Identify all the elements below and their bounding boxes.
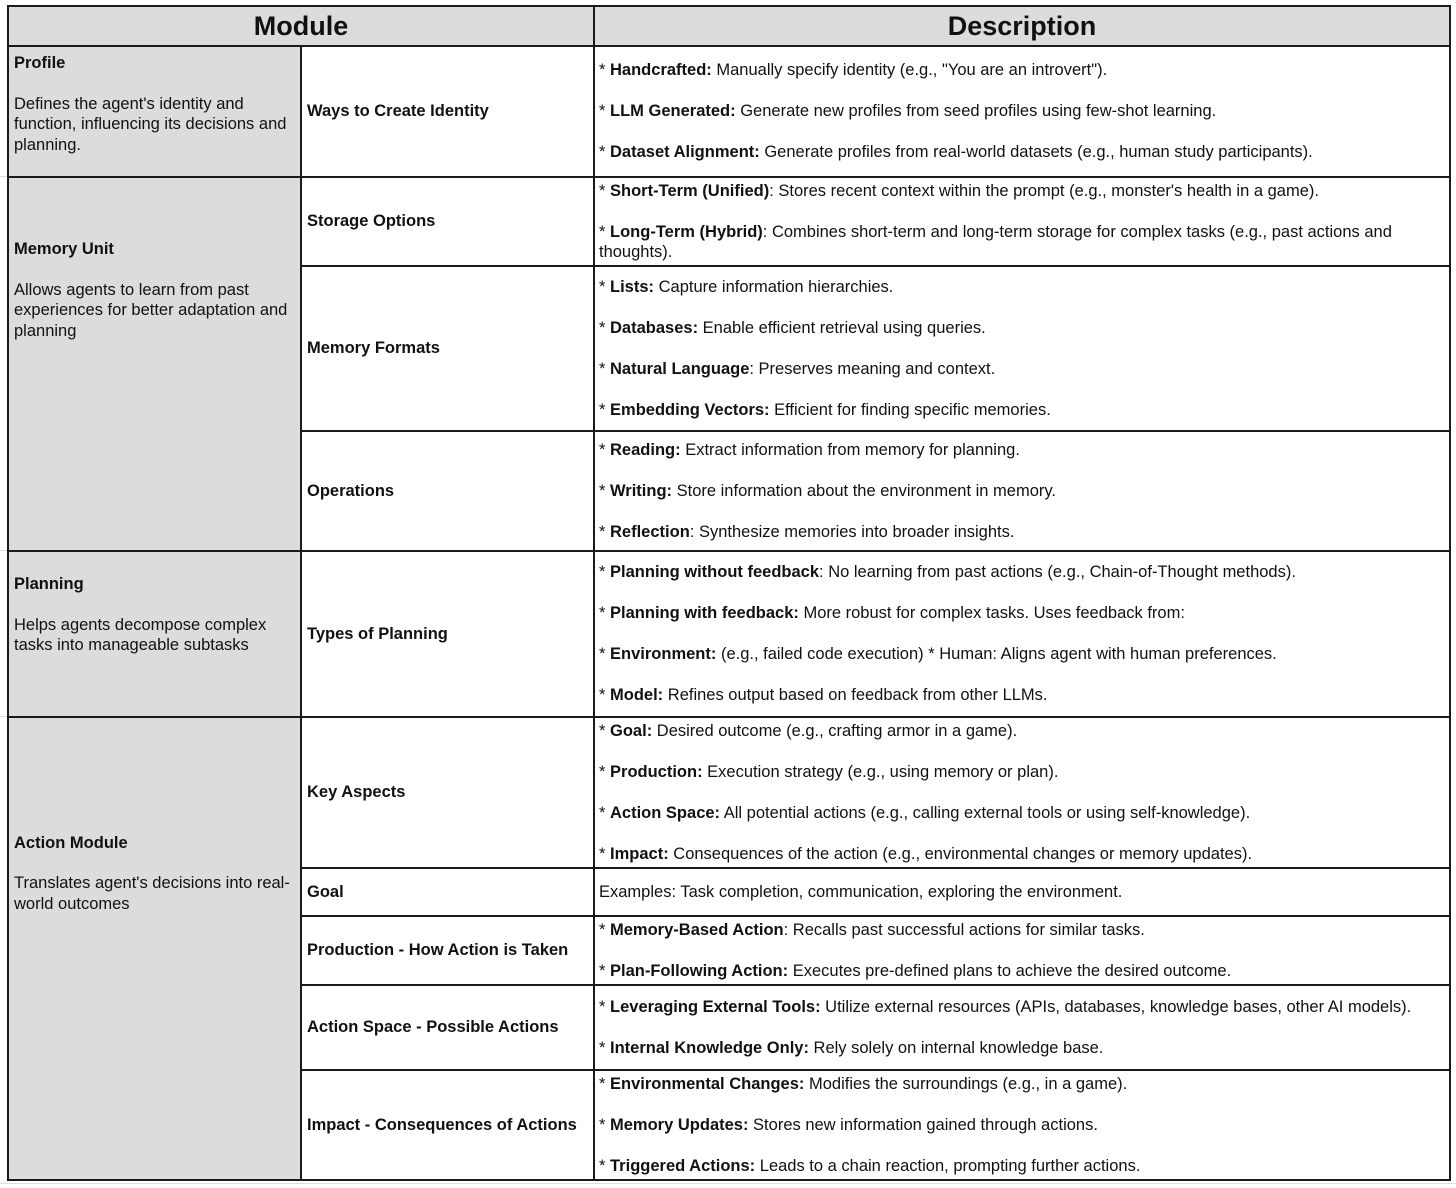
item-term: Triggered Actions: [610,1156,756,1175]
item-term: Memory Updates: [610,1115,749,1134]
description-item: * Internal Knowledge Only: Rely solely on internal knowledge base. [599,1038,1104,1057]
module-cell-memory [8,177,301,551]
module-description: Translates agent's decisions into real-world outcomes [14,874,290,913]
item-term: Plan-Following Action: [610,961,789,980]
module-description: Defines the agent's identity and function, influencing its decisions and planning. [14,94,287,154]
description-item: * Dataset Alignment: Generate profiles from real-world datasets (e.g., human study participants). [599,143,1313,162]
item-term: Lists: [610,277,655,296]
table-row [8,46,1450,177]
description-item: * Impact: Consequences of the action (e.g., environmental changes or memory updates). [599,844,1253,863]
description-item: * Memory Updates: Stores new information gained through actions. [599,1115,1098,1134]
submodule-label: Goal [301,868,594,916]
item-term: Dataset Alignment: [610,143,760,162]
item-text: : Recalls past successful actions for similar tasks. [783,920,1145,939]
item-text: Store information about the environment in memory. [672,481,1056,500]
description-item: * Plan-Following Action: Executes pre-defined plans to achieve the desired outcome. [599,961,1232,980]
item-text: Utilize external resources (APIs, databases, knowledge bases, other AI models). [820,997,1412,1016]
item-text: Efficient for finding specific memories. [769,400,1051,419]
description-item: * Memory-Based Action: Recalls past successful actions for similar tasks. [599,920,1145,939]
description-cell [594,266,1450,431]
item-text: (e.g., failed code execution) * Human: Aligns agent with human preferences. [716,645,1277,664]
submodule-label: Impact - Consequences of Actions [301,1070,594,1180]
module-description: Helps agents decompose complex tasks into manageable subtasks [14,615,267,654]
item-term: Handcrafted: [610,61,712,80]
item-text: Desired outcome (e.g., crafting armor in a game). [652,721,1018,740]
description-cell: Examples: Task completion, communication, exploring the environment. [594,868,1450,916]
module-title: Planning [14,575,84,593]
item-term: Production: [610,762,703,781]
description-item: * Natural Language: Preserves meaning and context. [599,359,996,378]
module-description: Allows agents to learn from past experiences for better adaptation and planning [14,280,288,340]
description-item: * Triggered Actions: Leads to a chain reaction, prompting further actions. [599,1156,1141,1175]
submodule-label: Action Space - Possible Actions [301,985,594,1070]
description-item: * Planning without feedback: No learning from past actions (e.g., Chain-of-Thought methods). [599,563,1296,582]
submodule-label: Operations [301,431,594,551]
item-text: : No learning from past actions (e.g., Chain-of-Thought methods). [819,563,1296,582]
description-item: * Model: Refines output based on feedback from other LLMs. [599,686,1048,705]
description-item: * Goal: Desired outcome (e.g., crafting armor in a game). [599,721,1018,740]
module-cell-profile [8,46,301,177]
item-text: : Combines short-term and long-term storage for complex tasks (e.g., past actions and thoughts). [599,222,1392,261]
description-item: * Action Space: All potential actions (e.g., calling external tools or using self-knowledge). [599,803,1251,822]
item-text: All potential actions (e.g., calling external tools or using self-knowledge). [720,803,1251,822]
description-item: * Production: Execution strategy (e.g., using memory or plan). [599,762,1059,781]
item-term: Impact: [610,844,669,863]
description-item: * Handcrafted: Manually specify identity (e.g., "You are an introvert"). [599,61,1108,80]
item-term: Long-Term (Hybrid) [610,222,763,241]
description-header: Description [594,6,1450,46]
item-text: Execution strategy (e.g., using memory or plan). [702,762,1059,781]
description-item: * Environment: (e.g., failed code execution) * Human: Aligns agent with human preferences. [599,645,1277,664]
item-text: Enable efficient retrieval using queries. [698,318,986,337]
submodule-label: Key Aspects [301,717,594,868]
description-item: * Environmental Changes: Modifies the surroundings (e.g., in a game). [599,1074,1128,1093]
module-cell-action [8,717,301,1180]
table-row [8,551,1450,717]
description-item: * Reading: Extract information from memory for planning. [599,440,1020,459]
item-text: Generate new profiles from seed profiles using few-shot learning. [735,102,1217,121]
item-text: Refines output based on feedback from other LLMs. [663,686,1048,705]
item-term: Action Space: [610,803,721,822]
description-item: * Databases: Enable efficient retrieval using queries. [599,318,986,337]
submodule-label: Ways to Create Identity [301,46,594,177]
description-item: * Long-Term (Hybrid): Combines short-term and long-term storage for complex tasks (e.g., past actions and thoughts). [599,222,1392,261]
item-text: : Stores recent context within the prompt (e.g., monster's health in a game). [769,181,1319,200]
item-text: : Synthesize memories into broader insights. [689,522,1015,541]
module-title: Memory Unit [14,240,114,258]
item-term: Short-Term (Unified) [610,181,770,200]
item-text: Executes pre-defined plans to achieve the desired outcome. [788,961,1232,980]
item-text: : Preserves meaning and context. [749,359,996,378]
module-title: Action Module [14,833,128,852]
submodule-label: Production - How Action is Taken [301,916,594,985]
table-row [8,177,1450,266]
description-item: * Reflection: Synthesize memories into broader insights. [599,522,1015,541]
item-text: Rely solely on internal knowledge base. [808,1038,1104,1057]
submodule-label: Storage Options [301,177,594,266]
description-cell [594,1070,1450,1180]
item-term: Embedding Vectors: [610,400,770,419]
item-text: Stores new information gained through actions. [748,1115,1098,1134]
description-item: * Planning with feedback: More robust for complex tasks. Uses feedback from: [599,604,1185,623]
item-term: Goal: [610,721,653,740]
item-text: More robust for complex tasks. Uses feedback from: [798,604,1185,623]
item-term: Planning without feedback [610,563,820,582]
module-cell-planning [8,551,301,717]
module-header: Module [8,6,594,46]
item-term: Environment: [610,645,717,664]
description-item: * Leveraging External Tools: Utilize external resources (APIs, databases, knowledge bases, other AI models). [599,997,1412,1016]
description-item: * Lists: Capture information hierarchies. [599,277,894,296]
submodule-label: Types of Planning [301,551,594,717]
item-text: Consequences of the action (e.g., environmental changes or memory updates). [668,844,1253,863]
item-term: Model: [610,686,664,705]
item-text: Capture information hierarchies. [654,277,894,296]
item-term: Databases: [610,318,699,337]
item-term: Natural Language [610,359,750,378]
item-term: Internal Knowledge Only: [610,1038,809,1057]
description-cell [594,431,1450,551]
item-text: Leads to a chain reaction, prompting further actions. [755,1156,1141,1175]
description-cell [594,985,1450,1070]
description-item: * LLM Generated: Generate new profiles from seed profiles using few-shot learning. [599,102,1217,121]
description-item: * Writing: Store information about the environment in memory. [599,481,1056,500]
item-term: Reading: [610,440,681,459]
item-term: Memory-Based Action [610,920,784,939]
description-item: * Embedding Vectors: Efficient for finding specific memories. [599,400,1051,419]
item-term: Writing: [610,481,673,500]
description-cell [594,177,1450,266]
item-term: LLM Generated: [610,102,736,121]
item-text: Extract information from memory for planning. [680,440,1020,459]
item-text: Modifies the surroundings (e.g., in a game). [804,1074,1128,1093]
item-text: Generate profiles from real-world datasets (e.g., human study participants). [759,143,1313,162]
description-cell [594,46,1450,177]
module-title: Profile [14,54,66,72]
submodule-label: Memory Formats [301,266,594,431]
table-row [8,717,1450,868]
item-term: Environmental Changes: [610,1074,805,1093]
description-cell [594,916,1450,985]
header-row [8,6,1450,46]
description-cell [594,551,1450,717]
item-term: Planning with feedback: [610,604,799,623]
description-cell [594,717,1450,868]
agent-modules-table [7,5,1451,1181]
description-item: * Short-Term (Unified): Stores recent context within the prompt (e.g., monster's health in a game). [599,181,1319,200]
item-text: Manually specify identity (e.g., "You are an introvert"). [711,61,1108,80]
item-term: Reflection [610,522,690,541]
item-term: Leveraging External Tools: [610,997,821,1016]
